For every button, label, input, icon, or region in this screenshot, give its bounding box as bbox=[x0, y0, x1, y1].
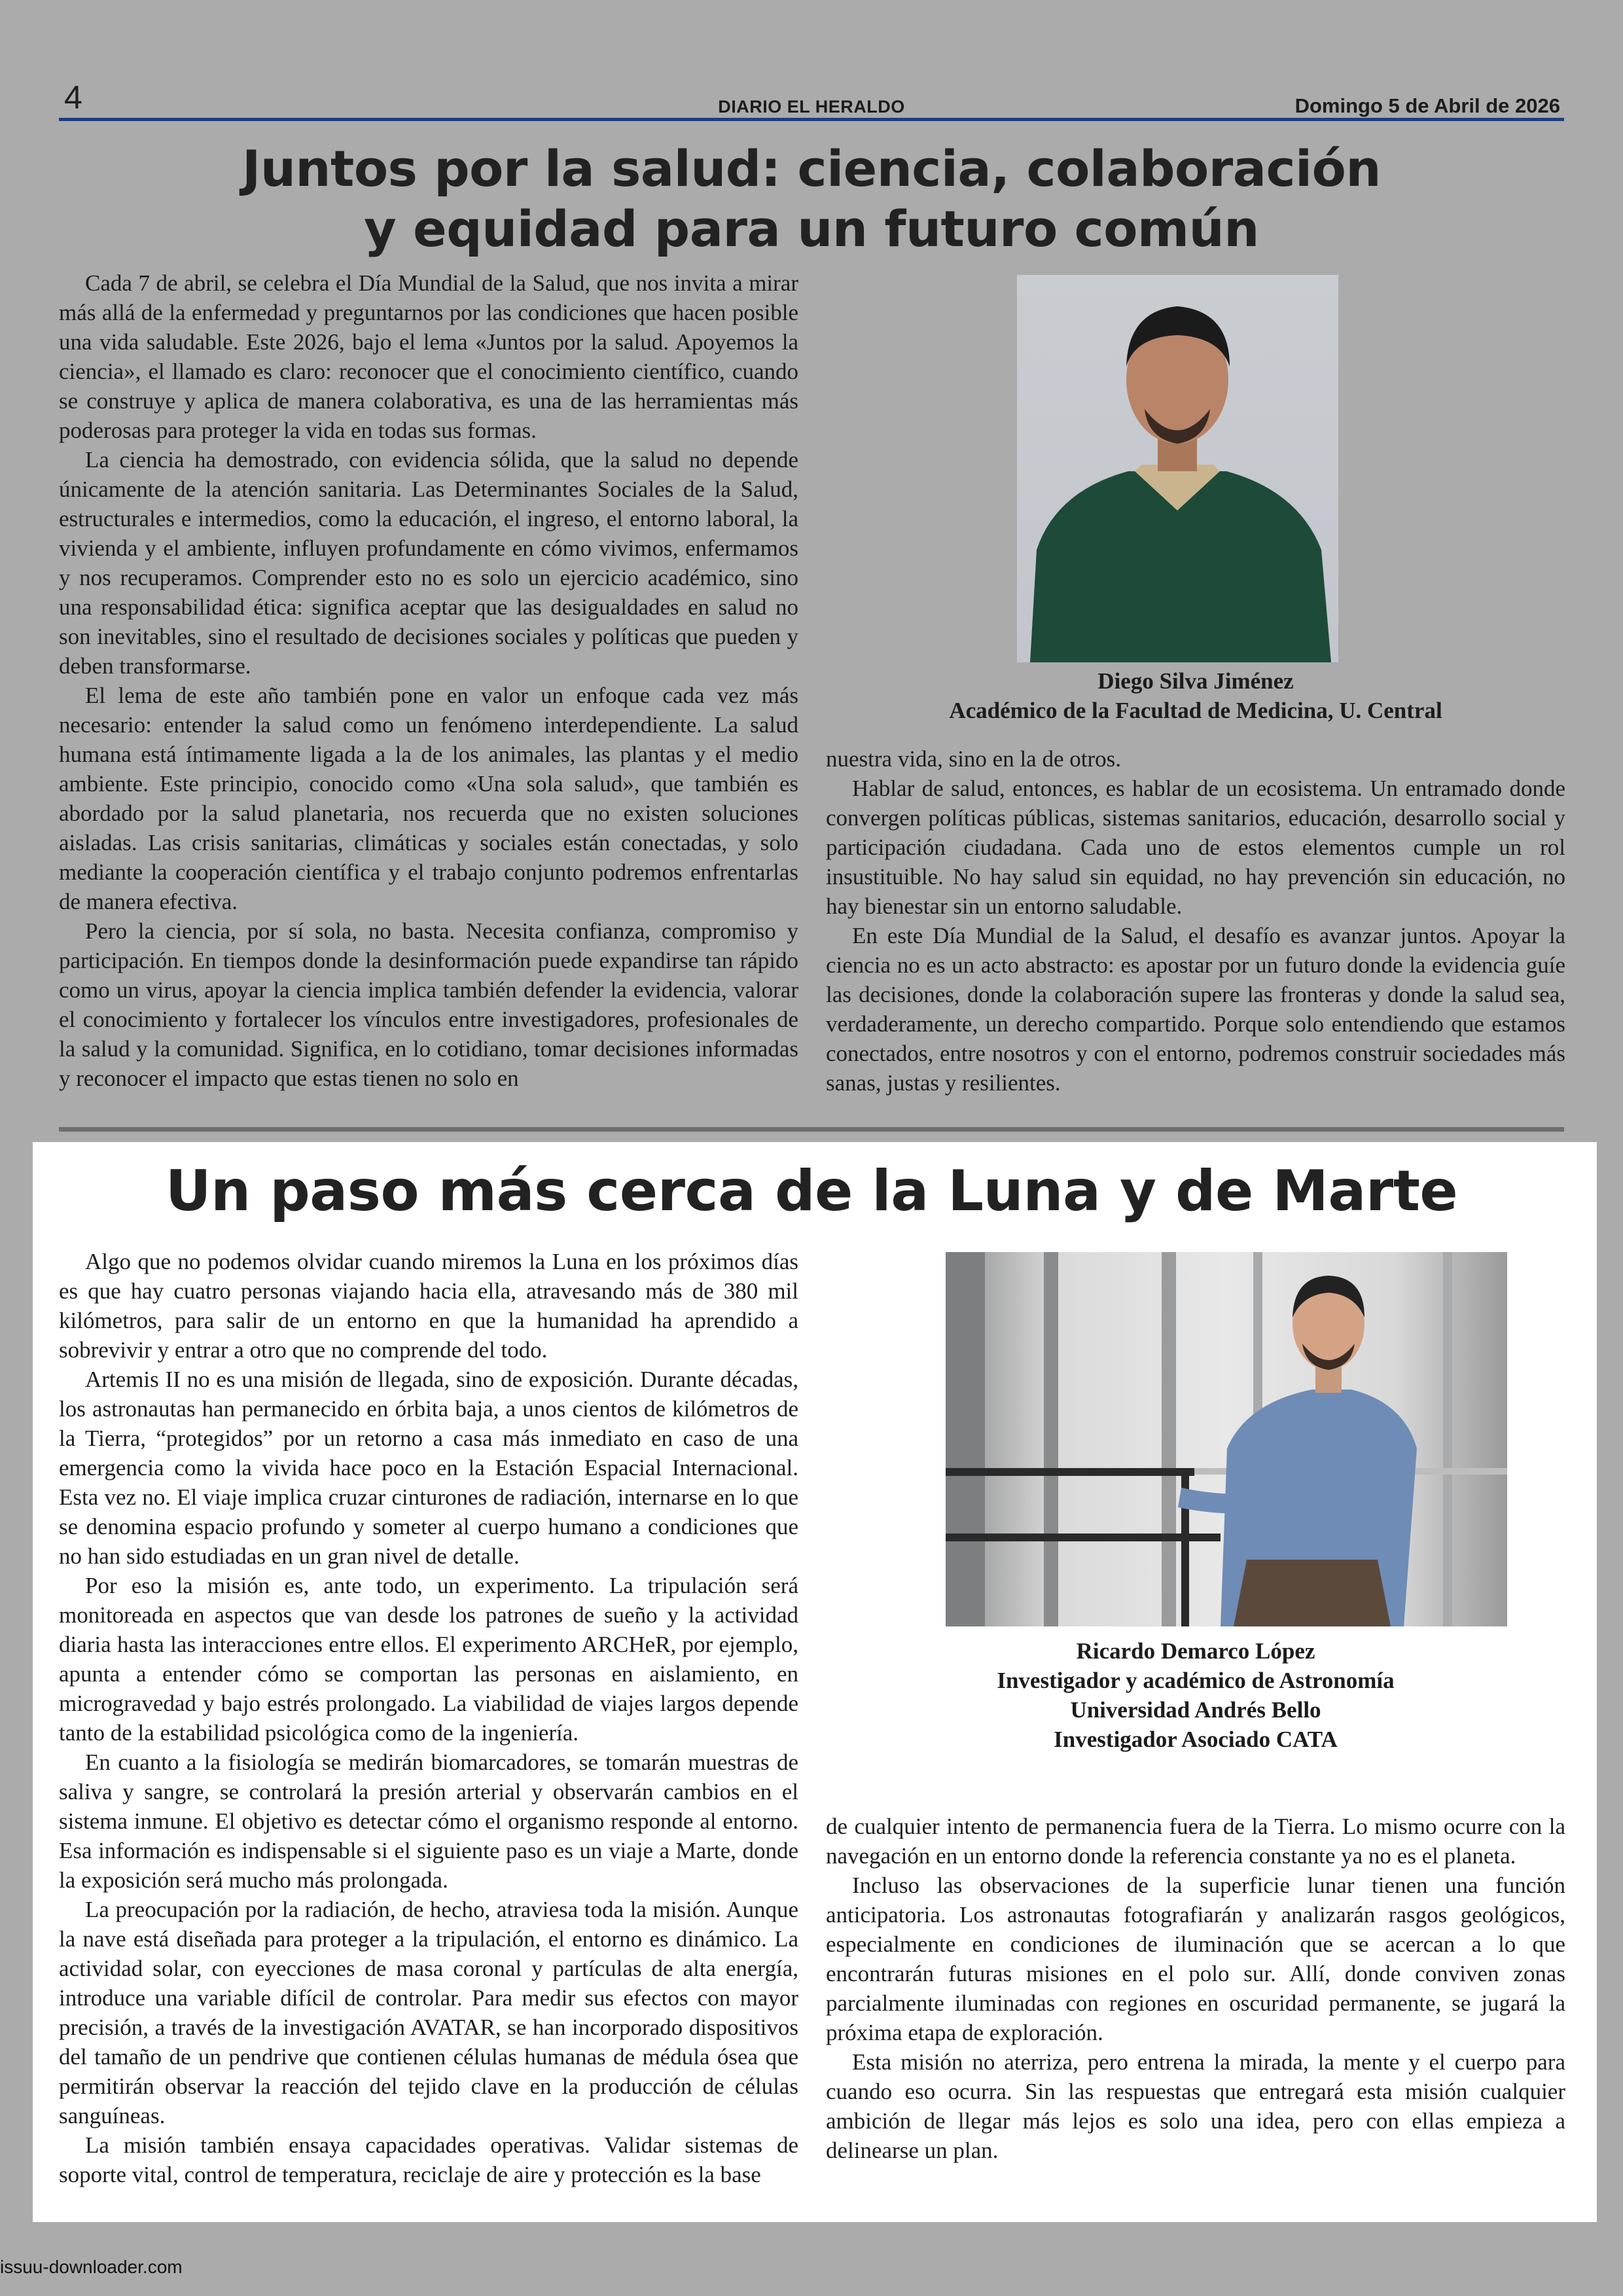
paragraph: de cualquier intento de permanencia fuera de la Tierra. Lo mismo ocurre con la navegación en un entorno donde la referencia constante ya no es el planeta. bbox=[826, 1814, 1565, 1869]
article1-title bbox=[59, 139, 1564, 259]
paragraph: Cada 7 de abril, se celebra el Día Mundial de la Salud, que nos invita a mirar más allá de la enfermedad y preguntarnos por las condiciones que hacen posible una vida saludable. Este 2026, bajo el lema «Juntos por la salud. Apoyemos la ciencia», el llamado es claro: reconocer que el conocimiento científico, cuando se construye y aplica de manera colaborativa, es una de las herramientas más poderosas para proteger la vida en todas sus formas. bbox=[59, 270, 798, 443]
header-rule bbox=[59, 118, 1564, 121]
article1-column2 bbox=[826, 744, 1565, 1098]
article2-title: Un paso más cerca de la Luna y de Marte bbox=[165, 1158, 1458, 1224]
issue-date: Domingo 5 de Abril de 2026 bbox=[1294, 94, 1560, 117]
paragraph: Esta misión no aterriza, pero entrena la mirada, la mente y el cuerpo para cuando eso ocurra. Sin las respuestas que entregará esta misión cualquier ambición de llegar más lejos es solo una idea, pero con ellas empieza a delinearse un plan. bbox=[826, 2049, 1565, 2163]
watermark-text: issuu-downloader.com bbox=[0, 2257, 183, 2277]
author-role: Investigador y académico de Astronomía bbox=[997, 1668, 1395, 1693]
author-title: Académico de la Facultad de Medicina, U. Central bbox=[949, 698, 1442, 723]
page-header bbox=[59, 79, 1564, 122]
author-caption-2 bbox=[826, 1636, 1565, 1754]
paragraph: Por eso la misión es, ante todo, un experimento. La tripulación será monitoreada en aspectos que van desde los patrones de sueño y la actividad diaria hasta las interacciones entre ellos. El experimento ARCHeR, por ejemplo, apunta a entender cómo se comportan las personas en aislamiento, en microgravedad y bajo estrés prolongado. La viabilidad de viajes largos depende tanto de la estabilidad psicológica como de la ingeniería. bbox=[59, 1573, 798, 1746]
paragraph: Incluso las observaciones de la superficie lunar tienen una función anticipatoria. Los astronautas fotografiarán y analizarán rasgos geológicos, especialmente en condiciones de iluminación que se acercan a lo que encontrarán futuras misiones en el polo sur. Allí, donde conviven zonas parcialmente iluminadas con regiones en oscuridad permanente, se jugará la próxima etapa de exploración. bbox=[826, 1873, 1565, 2045]
author-caption-1 bbox=[826, 666, 1565, 725]
article2-column1 bbox=[59, 1247, 798, 2189]
article2-column2 bbox=[826, 1812, 1565, 2165]
paragraph: La preocupación por la radiación, de hecho, atraviesa toda la misión. Aunque la nave está diseñada para proteger a la tripulación, el entorno es dinámico. La actividad solar, con eyecciones de masa coronal y partículas de alta energía, introduce una variable difícil de controlar. Para medir sus efectos con mayor precisión, a través de la investigación AVATAR, se han incorporado dispositivos del tamaño de un pendrive que contienen células humanas de médula ósea que permitirán observar la reacción del tejido clave en la producción de células sanguíneas. bbox=[59, 1897, 798, 2128]
section-divider bbox=[59, 1127, 1564, 1132]
article1-title-line2: y equidad para un futuro común bbox=[364, 200, 1259, 258]
paragraph: El lema de este año también pone en valor un enfoque cada vez más necesario: entender la salud como un fenómeno interdependiente. La salud humana está íntimamente ligada a la de los animales, las plantas y el medio ambiente. Este principio, conocido como «Una sola salud», que también es abordado por la salud planetaria, nos recuerda que no existen soluciones aisladas. Las crisis sanitarias, climáticas y sociales están conectadas, y solo mediante la cooperación científica y el trabajo conjunto podremos enfrentarlas de manera efectiva. bbox=[59, 683, 798, 914]
paragraph: nuestra vida, sino en la de otros. bbox=[826, 746, 1122, 772]
author-affiliation: Investigador Asociado CATA bbox=[1054, 1727, 1338, 1752]
paragraph: Hablar de salud, entonces, es hablar de un ecosistema. Un entramado donde convergen políticas públicas, sistemas sanitarios, educación, desarrollo social y participación ciudadana. Cada uno de estos elementos cumple un rol insustituible. No hay salud sin equidad, no hay prevención sin educación, no hay bienestar sin un entorno saludable. bbox=[826, 776, 1565, 919]
article1-title-line1: Juntos por la salud: ciencia, colaboración bbox=[242, 139, 1381, 198]
author-photo-ricardo bbox=[946, 1252, 1507, 1626]
paragraph: Algo que no podemos olvidar cuando miremos la Luna en los próximos días es que hay cuatro personas viajando hacia ella, atravesando más de 380 mil kilómetros, para salir de un entorno en que la humanidad ha aprendido a sobrevivir y entrar a otro que no comprende del todo. bbox=[59, 1249, 798, 1363]
article1-column1 bbox=[59, 268, 798, 1093]
paragraph: En este Día Mundial de la Salud, el desafío es avanzar juntos. Apoyar la ciencia no es un acto abstracto: es apostar por un futuro donde la evidencia guíe las decisiones, donde la colaboración supere las fronteras y donde la salud sea, verdaderamente, un derecho compartido. Porque solo entendiendo que estamos conectados, entre nosotros y con el entorno, podremos construir sociedades más sanas, justas y resilientes. bbox=[826, 923, 1565, 1096]
author-name: Ricardo Demarco López bbox=[1076, 1638, 1315, 1664]
newspaper-name: DIARIO EL HERALDO bbox=[718, 97, 905, 117]
author-university: Universidad Andrés Bello bbox=[1070, 1697, 1321, 1723]
paragraph: Pero la ciencia, por sí sola, no basta. Necesita confianza, compromiso y participación. En tiempos donde la desinformación puede expandirse tan rápido como un virus, apoyar la ciencia implica también defender la evidencia, valorar el conocimiento y fortalecer los vínculos entre investigadores, profesionales de la salud y la comunidad. Significa, en lo cotidiano, tomar decisiones informadas y reconocer el impacto que estas tienen no solo en bbox=[59, 918, 798, 1091]
paragraph: La ciencia ha demostrado, con evidencia sólida, que la salud no depende únicamente de la atención sanitaria. Las Determinantes Sociales de la Salud, estructurales e intermedios, como la educación, el ingreso, el entorno laboral, la vivienda y el ambiente, influyen profundamente en cómo vivimos, enfermamos y nos recuperamos. Comprender esto no es solo un ejercicio académico, sino una responsabilidad ética: significa aceptar que las desigualdades en salud no son inevitables, sino el resultado de decisiones sociales y políticas que pueden y deben transformarse. bbox=[59, 447, 798, 679]
paragraph: En cuanto a la fisiología se medirán biomarcadores, se tomarán muestras de saliva y sangre, se controlará la presión arterial y observarán cambios en el sistema inmune. El objetivo es detectar cómo el organismo responde al entorno. Esa información es indispensable si el siguiente paso es un viaje a Marte, donde la exposición será mucho más prolongada. bbox=[59, 1749, 798, 1893]
paragraph: La misión también ensaya capacidades operativas. Validar sistemas de soporte vital, control de temperatura, reciclaje de aire y protección es la base bbox=[59, 2132, 798, 2187]
author-photo-diego bbox=[1017, 275, 1338, 662]
page-number: 4 bbox=[64, 79, 82, 116]
paragraph: Artemis II no es una misión de llegada, sino de exposición. Durante décadas, los astronautas han permanecido en órbita baja, a unos cientos de kilómetros de la Tierra, “protegidos” por un retorno a casa más inmediato en caso de una emergencia como la vivida hace poco en la Estación Espacial Internacional. Esta vez no. El viaje implica cruzar cinturones de radiación, internarse en lo que se denomina espacio profundo y someter al cuerpo humano a condiciones que no han sido estudiadas en un gran nivel de detalle. bbox=[59, 1367, 798, 1569]
author-name: Diego Silva Jiménez bbox=[1097, 668, 1294, 694]
